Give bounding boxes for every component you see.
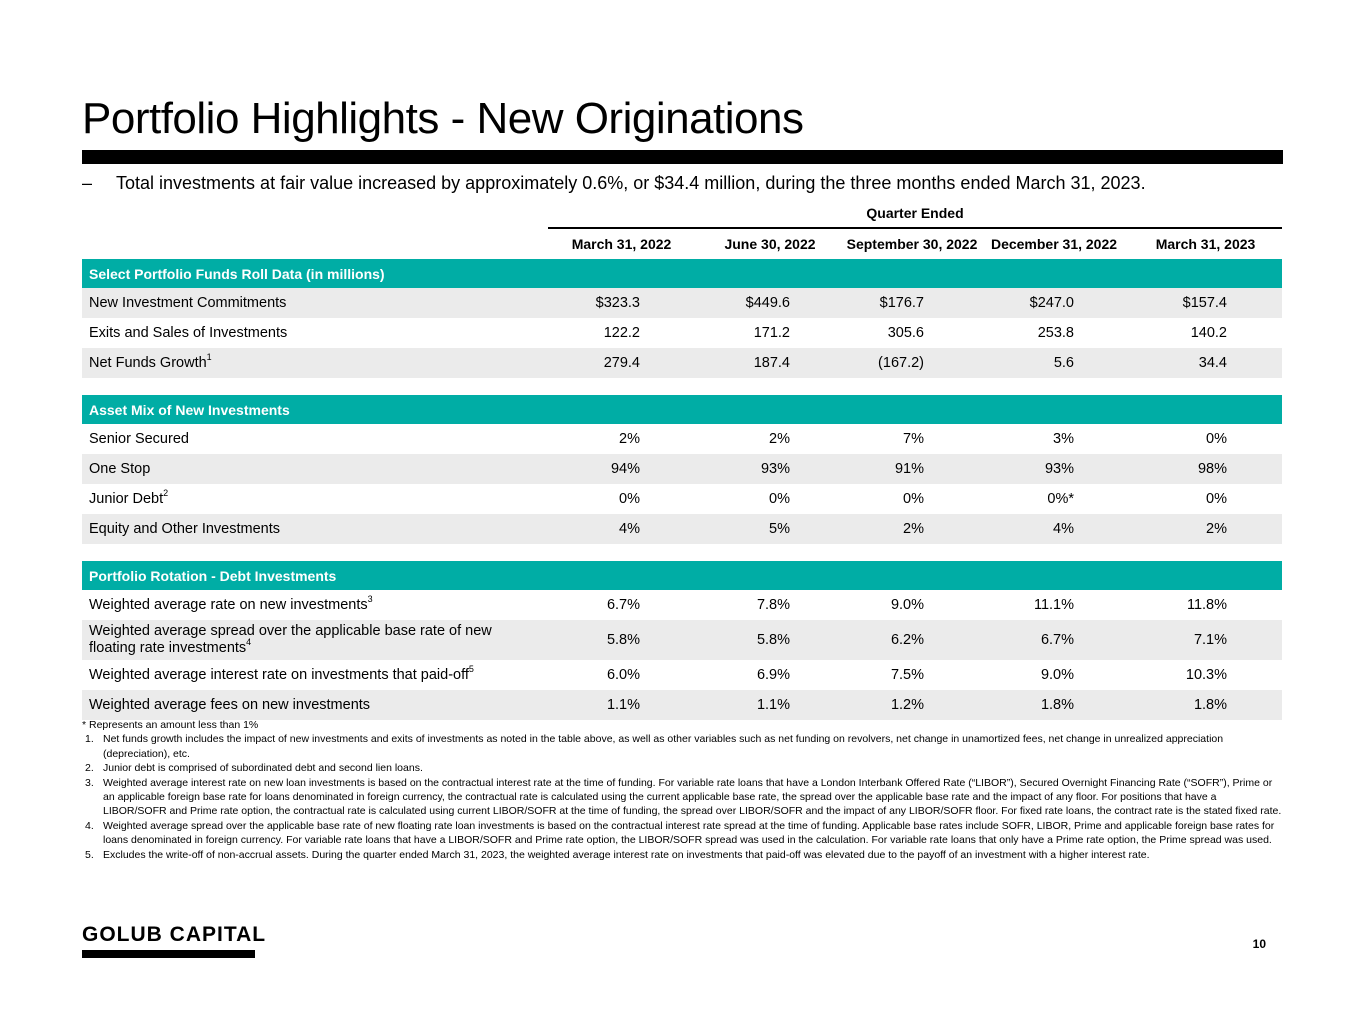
table-cell: 93%	[979, 454, 1129, 484]
footnote-marker: 4	[246, 637, 252, 647]
row-label	[82, 620, 548, 660]
table-cell: 140.2	[1190, 325, 1227, 341]
table-cell: 0%	[903, 491, 924, 507]
footnote-number: 2.	[85, 762, 94, 775]
table-row	[82, 454, 1282, 484]
row-label	[82, 690, 548, 720]
row-label-text: Equity and Other Investments	[89, 521, 281, 537]
table-cell: $247.0	[979, 288, 1129, 318]
footnote-number: 5.	[85, 848, 94, 861]
section-title: Select Portfolio Funds Roll Data (in millions)	[82, 259, 1282, 288]
table-cell: 9.0%	[1040, 667, 1074, 683]
table-row	[82, 484, 1282, 514]
table-cell: 5.6	[979, 348, 1129, 378]
intro-bullet	[82, 171, 1146, 195]
table-cell: 0%	[1206, 491, 1227, 507]
column-header-label	[82, 229, 548, 259]
footnote-text: Net funds growth includes the impact of new investments and exits of investments as noted in the table above, as well as other variables such as net funding on revolvers, net change in unamortized fees, net change in unrealized appreciation (depreciation), etc.	[103, 733, 1224, 760]
row-label-text: Senior Secured	[89, 431, 189, 447]
table-cell: 4%	[979, 514, 1129, 544]
portfolio-table	[82, 229, 1282, 720]
table-cell: 2%	[769, 431, 790, 447]
table-cell: 10.3%	[1185, 667, 1227, 683]
footnote-list	[82, 732, 1282, 862]
table-cell: 0%	[769, 491, 790, 507]
bullet-dash: –	[82, 173, 93, 193]
table-cell: 93%	[695, 454, 845, 484]
table-row	[82, 424, 1282, 454]
footnote-star: * Represents an amount less than 1%	[82, 719, 259, 731]
footnote-item	[82, 776, 1282, 819]
table-cell: 122.2	[603, 325, 640, 341]
table-cell: $323.3	[548, 288, 695, 318]
section-spacer	[82, 378, 1282, 395]
table-cell: 6.9%	[756, 667, 790, 683]
row-label	[82, 660, 548, 690]
table-row	[82, 288, 1282, 318]
footnote-item	[82, 761, 1282, 775]
footnote-text: Junior debt is comprised of subordinated debt and second lien loans.	[103, 762, 423, 775]
row-label-text: Net Funds Growth	[89, 355, 207, 371]
row-label	[82, 318, 548, 348]
table-cell: 1.2%	[845, 690, 979, 720]
column-header: December 31, 2022	[990, 236, 1118, 252]
table-cell: 5%	[695, 514, 845, 544]
table-cell: 91%	[845, 454, 979, 484]
table-cell: 305.6	[887, 325, 924, 341]
row-label	[82, 348, 548, 378]
table-cell: 187.4	[695, 348, 845, 378]
row-label	[82, 590, 548, 620]
table-row	[82, 620, 1282, 660]
table-cell: 5.8%	[695, 620, 845, 660]
table-cell: 3%	[1053, 431, 1074, 447]
table-cell: 34.4	[1129, 348, 1282, 378]
table-cell: 6.7%	[606, 597, 640, 613]
intro-text: Total investments at fair value increased by approximately 0.6%, or $34.4 million, during the three months ended March 31, 2023.	[116, 173, 1146, 193]
row-label	[82, 514, 548, 544]
table-cell: 2%	[619, 431, 640, 447]
table-cell: 0%	[1206, 431, 1227, 447]
table-cell: $176.7	[845, 288, 979, 318]
section-spacer	[82, 544, 1282, 561]
footnote-number: 4.	[85, 819, 94, 832]
table-row	[82, 590, 1282, 620]
table-cell: 1.8%	[1129, 690, 1282, 720]
section-header-row	[82, 259, 1282, 288]
table-cell: 11.8%	[1186, 597, 1227, 613]
table-cell: 0%*	[1047, 491, 1074, 507]
table-cell: 5.8%	[548, 620, 695, 660]
footnote-marker: 3	[367, 594, 373, 604]
table-cell: 9.0%	[890, 597, 924, 613]
table-cell: 6.7%	[979, 620, 1129, 660]
table-row	[82, 348, 1282, 378]
table-cell: 94%	[548, 454, 695, 484]
company-logo: GOLUB CAPITAL	[82, 923, 267, 946]
table-row	[82, 690, 1282, 720]
section-title: Portfolio Rotation - Debt Investments	[82, 561, 1282, 590]
footnote-number: 3.	[85, 776, 94, 789]
title-rule	[82, 150, 1283, 164]
footnote-marker: 2	[163, 488, 169, 498]
row-label-text: One Stop	[89, 461, 151, 477]
table-cell: 1.8%	[979, 690, 1129, 720]
table-cell: 98%	[1129, 454, 1282, 484]
footnote-text: Weighted average interest rate on new loan investments is based on the contractual interest rate at the time of funding. For variable rate loans that have a London Interbank Offered Rate (“LIBOR”), Secured Overnight Financing Rate (“SOFR”), Prime or an applicable foreign base rate for loans denominated in foreign currency, the contractual rate is calculated using the current applicable base rate, the spread over the applicable base rate and the impact of any floor. For positions that have a LIBOR/SOFR and Prime rate option, the contractual rate is calculated using current LIBOR/SOFR at the time of funding, the spread over LIBOR/SOFR and the impact of any LIBOR/SOFR floor. For fixed rate loans, the contract rate is the stated fixed rate.	[103, 776, 1282, 818]
row-label-text: Junior Debt	[89, 491, 164, 507]
footnote-text: Weighted average spread over the applicable base rate of new floating rate loan investments is based on the contractual interest rate spread at the time of funding. Applicable base rates include SOFR, LIBOR, Prime and applicable foreign base rates for loans denominated in foreign currency. For variable rate loans that have a LIBOR/SOFR and Prime rate option, the LIBOR/SOFR spread was used in the calculation. For variable rate loans that only have a Prime rate option, the Prime spread was used.	[103, 819, 1275, 847]
table-cell: 6.2%	[845, 620, 979, 660]
table-row	[82, 514, 1282, 544]
table-cell: (167.2)	[845, 348, 979, 378]
footnote-item	[82, 732, 1282, 761]
footnote-item	[82, 819, 1282, 848]
table-cell: 279.4	[548, 348, 695, 378]
row-label	[82, 288, 548, 318]
page-number: 10	[1252, 937, 1266, 951]
column-header: June 30, 2022	[724, 236, 816, 252]
footnotes	[82, 718, 1282, 862]
row-label-text: Weighted average interest rate on investments that paid-off	[89, 667, 469, 683]
logo-underline	[82, 950, 255, 958]
table-cell: 7.5%	[890, 667, 924, 683]
section-header-row	[82, 395, 1282, 424]
footnote-item	[82, 848, 1282, 862]
row-label	[82, 424, 548, 454]
table-cell: 4%	[548, 514, 695, 544]
row-label-text: Exits and Sales of Investments	[89, 325, 288, 341]
column-header: March 31, 2023	[1155, 236, 1256, 252]
row-label	[82, 454, 548, 484]
table-cell: 2%	[1129, 514, 1282, 544]
footnote-marker: 1	[206, 352, 212, 362]
table-cell: $449.6	[695, 288, 845, 318]
row-label-text: Weighted average spread over the applicable base rate of new floating rate investments	[89, 623, 492, 656]
table-cell: 1.1%	[548, 690, 695, 720]
quarter-ended-header: Quarter Ended	[866, 205, 964, 221]
row-label	[82, 484, 548, 514]
footnote-text: Excludes the write-off of non-accrual assets. During the quarter ended March 31, 2023, the weighted average interest rate on investments that paid-off was elevated due to the payoff of an investment with a higher interest rate.	[103, 848, 1150, 861]
table-cell: 253.8	[1037, 325, 1074, 341]
column-header: March 31, 2022	[571, 236, 672, 252]
table-cell: 1.1%	[695, 690, 845, 720]
table-cell: 7.8%	[756, 597, 790, 613]
table-cell: 0%	[619, 491, 640, 507]
table-cell: 171.2	[753, 325, 790, 341]
column-header: September 30, 2022	[846, 236, 978, 252]
row-label-text: Weighted average fees on new investments	[89, 697, 371, 713]
table-row	[82, 318, 1282, 348]
table-cell: 11.1%	[1033, 597, 1074, 613]
section-title: Asset Mix of New Investments	[82, 395, 1282, 424]
page-title: Portfolio Highlights - New Originations	[82, 94, 804, 143]
section-header-row	[82, 561, 1282, 590]
footnote-marker: 5	[468, 664, 474, 674]
table-row	[82, 660, 1282, 690]
table-cell: 7.1%	[1129, 620, 1282, 660]
footnote-number: 1.	[85, 733, 94, 746]
table-cell: 2%	[845, 514, 979, 544]
column-header-row	[82, 229, 1282, 259]
table-cell: $157.4	[1129, 288, 1282, 318]
table-cell: 6.0%	[606, 667, 640, 683]
row-label-text: New Investment Commitments	[89, 295, 287, 311]
row-label-text: Weighted average rate on new investments	[89, 597, 368, 613]
table-cell: 7%	[903, 431, 924, 447]
